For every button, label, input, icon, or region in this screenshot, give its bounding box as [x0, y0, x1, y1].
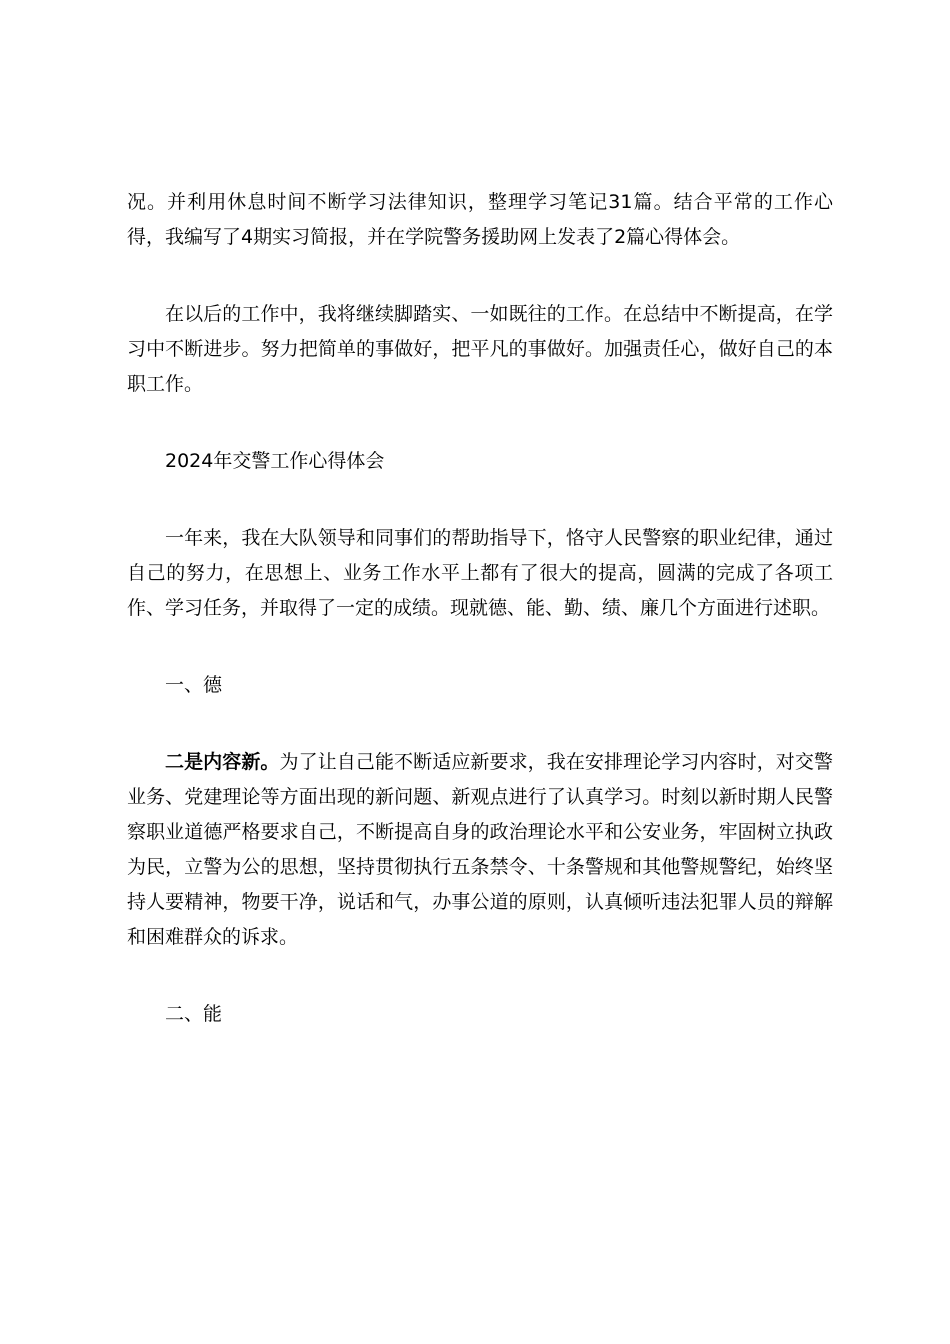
paragraph-annual-report: 一年来，我在大队领导和同事们的帮助指导下，恪守人民警察的职业纪律，通过自己的努力，在思想上、业务工作水平上都有了很大的提高，圆满的完成了各项工作、学习任务，并取得了一定的成绩。现就德、能、勤、绩、廉几个方面进行述职。: [127, 527, 833, 619]
heading-virtue: 一、德: [165, 674, 223, 696]
paragraph-study-summary: 况。并利用休息时间不断学习法律知识，整理学习笔记31篇。结合平常的工作心得，我编写了4期实习简报，并在学院警务援助网上发表了2篇心得体会。: [127, 191, 833, 248]
document-body: [127, 185, 833, 1032]
heading-ability: 二、能: [165, 1003, 223, 1025]
paragraph-new-content: [127, 745, 833, 955]
paragraph-future-work: 在以后的工作中，我将继续脚踏实、一如既往的工作。在总结中不断提高，在学习中不断进步。努力把简单的事做好，把平凡的事做好。加强责任心，做好自己的本职工作。: [127, 303, 833, 395]
paragraph-body-text: 为了让自己能不断适应新要求，我在安排理论学习内容时，对交警业务、党建理论等方面出现的新问题、新观点进行了认真学习。时刻以新时期人民警察职业道德严格要求自己，不断提高自身的政治理论水平和公安业务，牢固树立执政为民，立警为公的思想，坚持贯彻执行五条禁令、十条警规和其他警规警纪，始终坚持人要精神，物要干净，说话和气，办事公道的原则，认真倾听违法犯罪人员的辩解和困难群众的诉求。: [127, 751, 833, 948]
paragraph-bold-lead: 二是内容新。: [165, 751, 280, 773]
section-title: 2024年交警工作心得体会: [165, 450, 385, 472]
